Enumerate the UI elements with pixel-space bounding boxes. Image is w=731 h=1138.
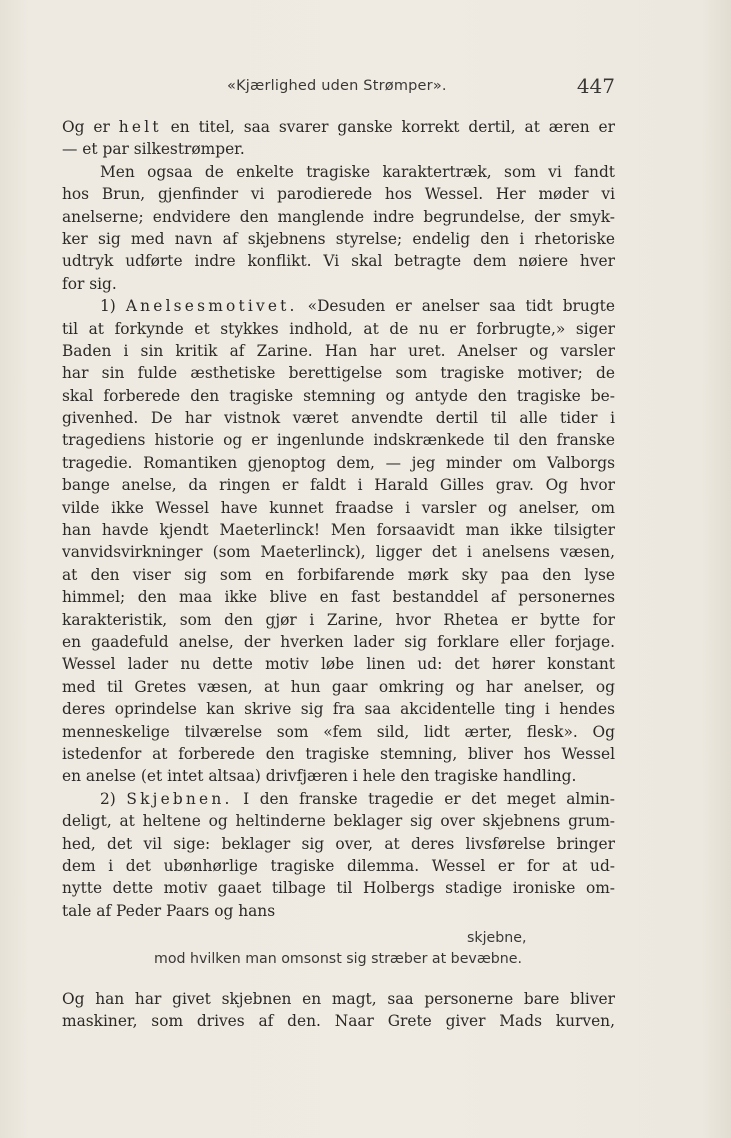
text-line: dem i det ubønhørlige tragiske dilemma. Wessel er for at ud- <box>62 856 615 875</box>
body-text <box>62 116 615 922</box>
text-line: nytte dette motiv gaaet tilbage til Holbergs stadige ironiske om- <box>62 879 615 898</box>
text-line: Baden i sin kritik af Zarine. Han har uret. Anelser og varsler <box>62 341 615 360</box>
text-fragment: Og er <box>62 118 110 136</box>
text-line: en anelse (et intet altsaa) drivfjæren i hele den tragiske handling. <box>62 767 577 786</box>
text-line: istedenfor at forberede den tragiske stemning, bliver hos Wessel <box>62 744 615 763</box>
text-line: en gaadefuld anelse, der hverken lader sig forklare eller forjage. <box>62 632 615 651</box>
text-line: menneskelige tilværelse som «fem sild, lidt ærter, flesk». Og <box>62 722 615 741</box>
text-line: med til Gretes væsen, at hun gaar omkring og har anelser, og <box>62 677 615 696</box>
text-line: givenhed. De har vistnok været anvendte dertil til alle tider i <box>62 409 615 428</box>
text-line: Wessel lader nu dette motiv løbe linen ud: det hører konstant <box>62 655 615 674</box>
text-line: bange anelse, da ringen er faldt i Harald Gilles grav. Og hvor <box>62 476 615 495</box>
text-line: hed, det vil sige: beklager sig over, at deres livsførelse bringer <box>62 834 615 853</box>
text-line: tale af Peder Paars og hans <box>62 901 276 920</box>
closing-text <box>62 988 615 1033</box>
text-line <box>62 116 615 138</box>
text-line: anelserne; endvidere den manglende indre begrundelse, der smyk- <box>62 207 615 226</box>
text-line: han havde kjendt Maeterlinck! Men forsaavidt man ikke tilsigter <box>62 521 615 540</box>
text-line: himmel; den maa ikke blive en fast bestanddel af personernes <box>62 588 615 607</box>
text-line: tragediens historie og er ingenlunde indskrænkede til den franske <box>62 431 615 450</box>
text-line: skal forberede den tragiske stemning og antyde den tragiske be- <box>62 386 615 405</box>
section-heading: Anelsesmotivet. <box>125 297 298 316</box>
section-heading-line <box>62 295 615 317</box>
text-line: Men ogsaa de enkelte tragiske karaktertræk, som vi fandt <box>100 162 615 181</box>
text-line: tragedie. Romantiken gjenoptog dem, — jeg minder om Valborgs <box>62 453 615 472</box>
text-line: deres oprindelse kan skrive sig fra saa akcidentelle ting i hendes <box>62 700 615 719</box>
text-line: har sin fulde æsthetiske berettigelse som tragiske motiver; de <box>62 364 615 383</box>
text-line: vanvidsvirkninger (som Maeterlinck), ligger det i anelsens væsen, <box>62 543 615 562</box>
section-heading: Skjebnen. <box>126 789 233 808</box>
text-line: — et par silkestrømper. <box>62 140 245 159</box>
quote-line: mod hvilken man omsonst sig stræber at bevæbne. <box>154 951 522 967</box>
text-line: Og han har givet skjebnen en magt, saa personerne bare bliver <box>62 990 615 1008</box>
text-line: karakteristik, som den gjør i Zarine, hvor Rhetea er bytte for <box>62 610 615 629</box>
text-line: maskiner, som drives af den. Naar Grete giver Mads kurven, <box>62 1012 615 1031</box>
text-fragment: «Desuden er anelser saa tidt brugte <box>307 297 615 316</box>
section-heading-line <box>62 788 615 810</box>
text-line: hos Brun, gjenfinder vi parodierede hos Wessel. Her møder vi <box>62 185 615 204</box>
text-line: vilde ikke Wessel have kunnet fraadse i varsler og anelser, om <box>62 498 615 517</box>
section-number: 2) <box>100 789 116 808</box>
text-line: for sig. <box>62 274 117 293</box>
verse-quote <box>62 928 615 970</box>
quote-line: skjebne, <box>467 930 527 946</box>
text-line: at den viser sig som en forbifarende mørk sky paa den lyse <box>62 565 615 584</box>
text-fragment: en titel, saa svarer ganske korrekt dertil, at æren er <box>170 118 616 136</box>
running-head <box>62 72 615 98</box>
text-line: udtryk udførte indre konflikt. Vi skal betragte dem nøiere hver <box>62 252 615 271</box>
text-line: til at forkynde et stykkes indhold, at de nu er forbrugte,» siger <box>62 319 615 338</box>
section-number: 1) <box>100 297 116 316</box>
text-line: ker sig med navn af skjebnens styrelse; endelig den i rhetoriske <box>62 229 615 248</box>
page-number: 447 <box>576 74 615 98</box>
running-title: «Kjærlighed uden Strømper». <box>227 78 447 94</box>
text-line: deligt, at heltene og heltinderne beklager sig over skjebnens grum- <box>62 812 615 831</box>
spaced-emphasis: helt <box>118 118 162 136</box>
text-fragment: I den franske tragedie er det meget almin- <box>243 789 615 808</box>
